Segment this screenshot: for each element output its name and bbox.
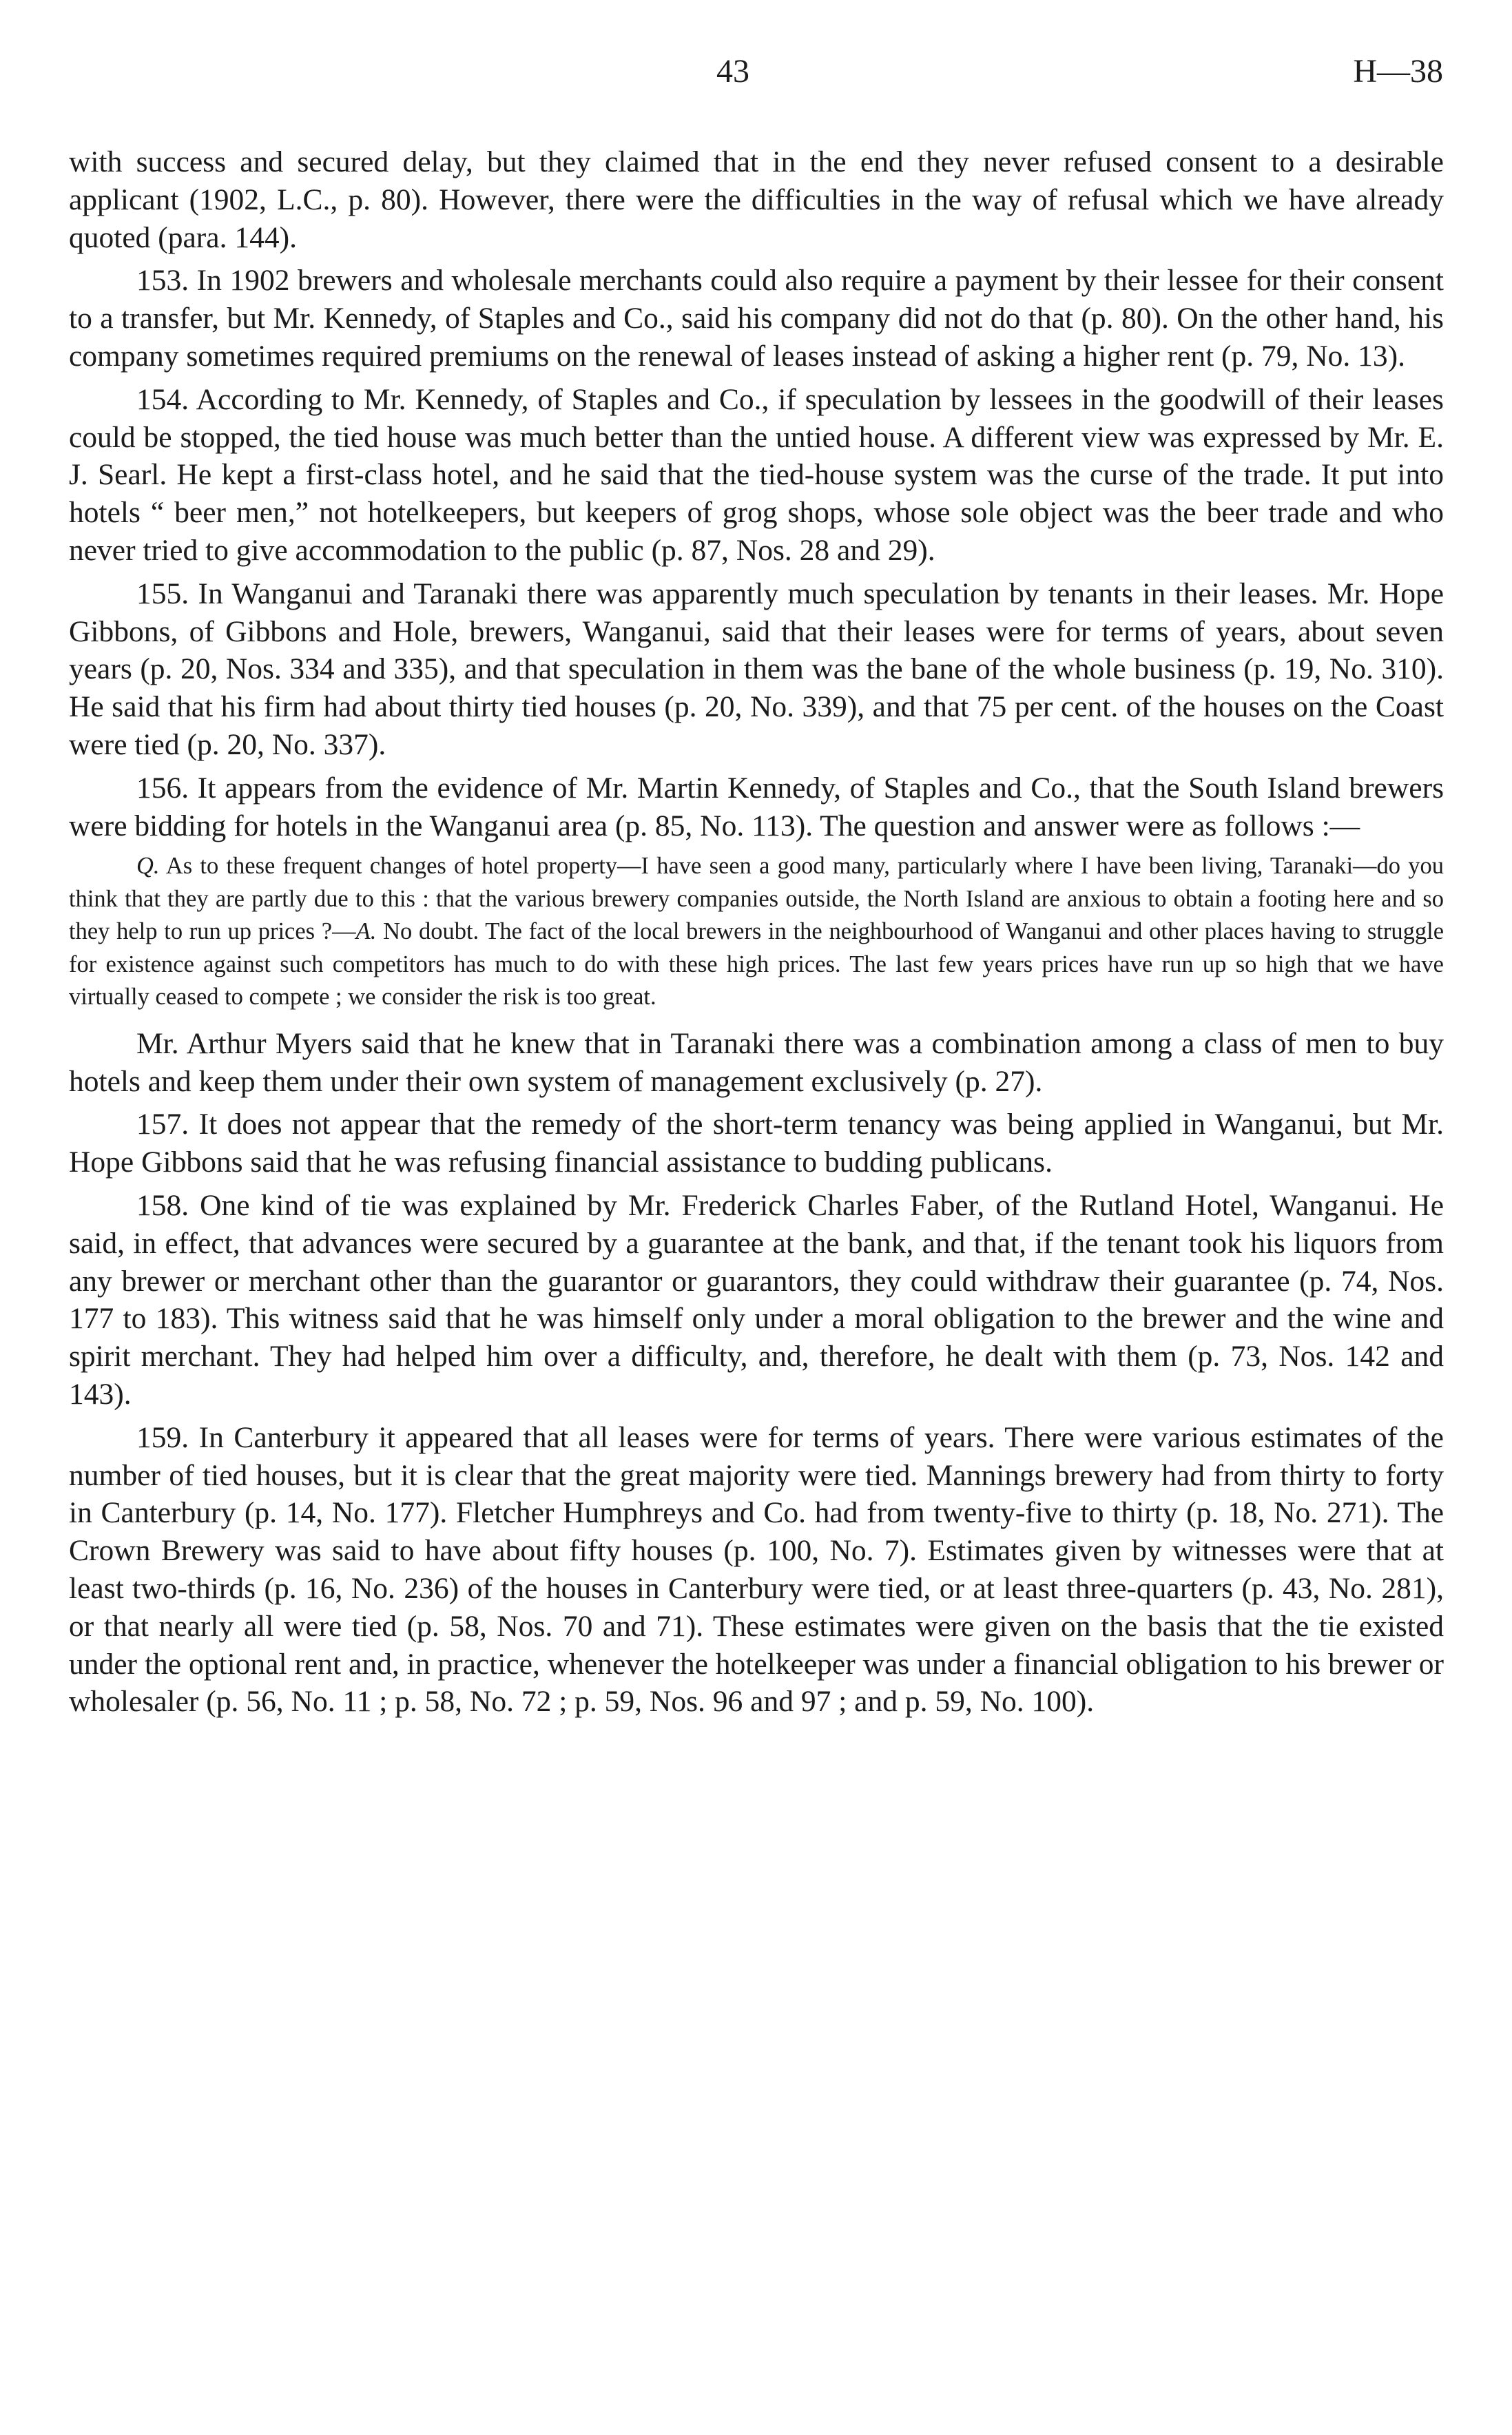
- document-code: H—38: [1353, 53, 1443, 90]
- document-body: [69, 143, 1444, 1726]
- paragraph-number: 159.: [136, 1420, 189, 1454]
- paragraph-text: with success and secured delay, but they claimed that in the end they never refused consent to a desirable applicant (1902, L.C., p. 80). However, there were the difficulties in the way of refusal which we have already quoted (para. 144).: [69, 145, 1444, 254]
- paragraph-text: One kind of tie was explained by Mr. Frederick Charles Faber, of the Rutland Hotel, Wanganui. He said, in effect, that advances were secured by a guarantee at the bank, and that, if the tenant took his liquors from any brewer or merchant other than the guarantor or guarantors, they could withdraw their guarantee (p. 74, Nos. 177 to 183). This witness said that he was himself only under a moral obligation to the brewer and the wine and spirit merchant. They had helped him over a difficulty, and, therefore, he dealt with them (p. 73, Nos. 142 and 143).: [69, 1189, 1444, 1411]
- paragraph-continuation: [69, 143, 1444, 256]
- paragraph-number: 156.: [136, 771, 189, 805]
- paragraph-155: [69, 575, 1444, 764]
- paragraph-myers: [69, 1025, 1444, 1101]
- paragraph-156: [69, 769, 1444, 845]
- paragraph-text: It appears from the evidence of Mr. Martin Kennedy, of Staples and Co., that the South Island brewers were bidding for hotels in the Wanganui area (p. 85, No. 113). The question and answer were as follows :—: [69, 771, 1444, 842]
- question-text: As to these frequent changes of hotel property—I have seen a good many, particularly where I have been living, Taranaki—do you think that they are partly due to this : that the various brewery companies outside, the North Island are anxious to obtain a footing here and so they help to run up prices ?—: [69, 853, 1444, 945]
- paragraph-text: In 1902 brewers and wholesale merchants could also require a payment by their lessee for their consent to a transfer, but Mr. Kennedy, of Staples and Co., said his company did not do that (p. 80). On the other hand, his company sometimes required premiums on the renewal of leases instead of asking a higher rent (p. 79, No. 13).: [69, 264, 1444, 373]
- question-label: Q.: [136, 853, 160, 880]
- answer-label: A.: [355, 918, 377, 945]
- paragraph-154: [69, 381, 1444, 570]
- paragraph-number: 158.: [136, 1189, 189, 1223]
- evidence-quote: [69, 850, 1444, 1014]
- paragraph-number: 153.: [136, 264, 189, 298]
- paragraph-number: 157.: [136, 1108, 189, 1141]
- paragraph-text: According to Mr. Kennedy, of Staples and Co., if speculation by lessees in the goodwill of their leases could be stopped, the tied house was much better than the untied house. A different view was expressed by Mr. E. J. Searl. He kept a first-class hotel, and he said that the tied-house system was the curse of the trade. It put into hotels “ beer men,” not hotelkeepers, but keepers of grog shops, whose sole object was the beer trade and who never tried to give accommodation to the public (p. 87, Nos. 28 and 29).: [69, 382, 1444, 567]
- answer-text: No doubt. The fact of the local brewers in the neighbourhood of Wanganui and other places having to struggle for existence against such competitors has much to do with these high prices. The last few years prices have run up so high that we have virtually ceased to compete ; we consider the risk is too great.: [69, 918, 1444, 1011]
- page-header: [0, 51, 1512, 92]
- paragraph-text: Mr. Arthur Myers said that he knew that in Taranaki there was a combination among a class of men to buy hotels and keep them under their own system of management exclusively (p. 27).: [69, 1026, 1444, 1098]
- page-number: 43: [716, 53, 749, 90]
- paragraph-153: [69, 262, 1444, 375]
- paragraph-text: In Canterbury it appeared that all leases were for terms of years. There were various estimates of the number of tied houses, but it is clear that the great majority were tied. Mannings brewery had from thirty to forty in Canterbury (p. 14, No. 177). Fletcher Humphreys and Co. had from twenty-five to thirty (p. 18, No. 271). The Crown Brewery was said to have about fifty houses (p. 100, No. 7). Estimates given by witnesses were that at least two-thirds (p. 16, No. 236) of the houses in Canterbury were tied, or at least three-quarters (p. 43, No. 281), or that nearly all were tied (p. 58, Nos. 70 and 71). These estimates were given on the basis that the tie existed under the optional rent and, in practice, whenever the hotelkeeper was under a financial obligation to his brewer or wholesaler (p. 56, No. 11 ; p. 58, No. 72 ; p. 59, Nos. 96 and 97 ; and p. 59, No. 100).: [69, 1420, 1444, 1719]
- paragraph-text: It does not appear that the remedy of the short-term tenancy was being applied in Wanganui, but Mr. Hope Gibbons said that he was refusing financial assistance to budding publicans.: [69, 1108, 1444, 1179]
- paragraph-number: 154.: [136, 382, 189, 416]
- paragraph-157: [69, 1106, 1444, 1181]
- paragraph-text: In Wanganui and Taranaki there was apparently much speculation by tenants in their leases. Mr. Hope Gibbons, of Gibbons and Hole, brewers, Wanganui, said that their leases were for terms of years, about seven years (p. 20, Nos. 334 and 335), and that speculation in them was the bane of the whole business (p. 19, No. 310). He said that his firm had about thirty tied houses (p. 20, No. 339), and that 75 per cent. of the houses on the Coast were tied (p. 20, No. 337).: [69, 577, 1444, 761]
- paragraph-158: [69, 1187, 1444, 1413]
- paragraph-159: [69, 1419, 1444, 1721]
- paragraph-number: 155.: [136, 577, 189, 610]
